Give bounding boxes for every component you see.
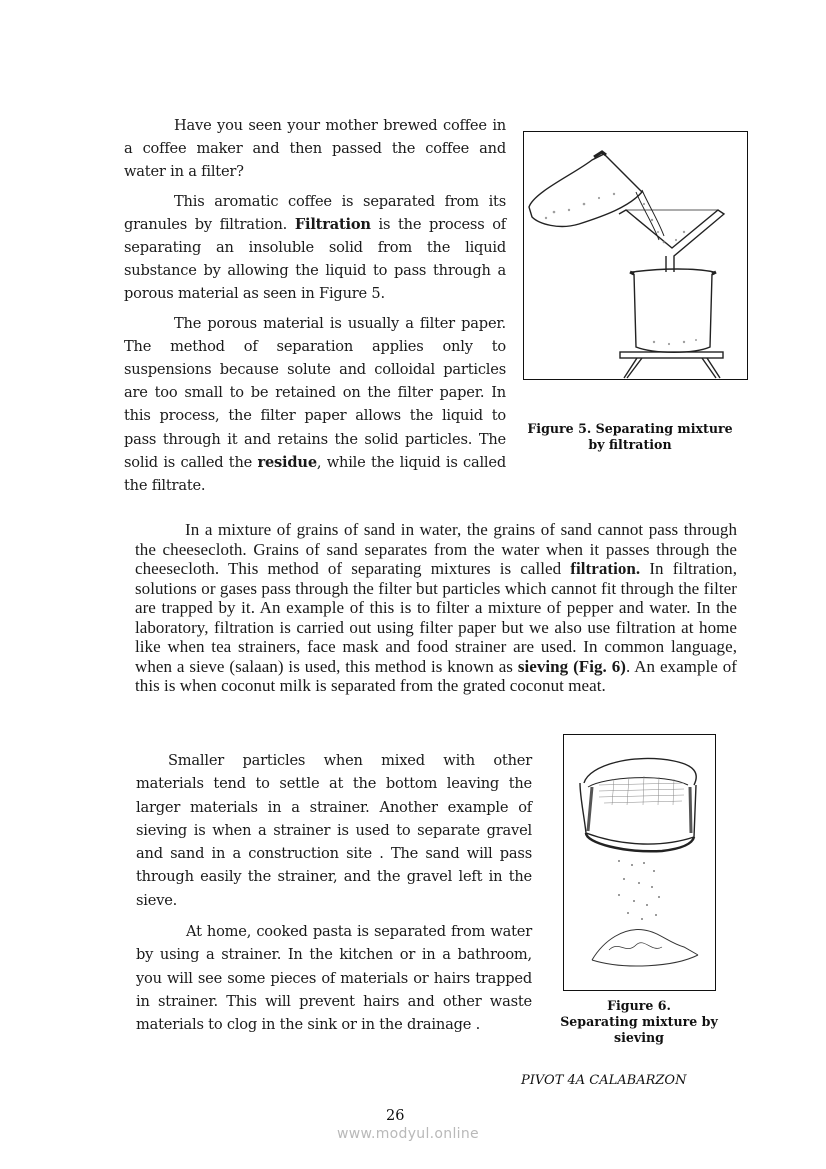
paragraph-filtration-definition [124,190,506,306]
figure-5-filtration-illustration [523,131,748,380]
caption-line: Separating mixture by [560,1014,718,1029]
term-residue: residue [257,453,317,471]
sieve-icon [564,735,715,990]
watermark-link: www.modyul.online [337,1126,479,1142]
filtration-apparatus-icon [524,132,747,379]
paragraph-text: The porous material is usually a filter paper. The method of separation applies only to suspensions because solute and colloidal particles are too small to be retained on the filter paper. In this process, the filter paper allows the liquid to pass through it and retains the solid particles. The solid is called the [124,314,506,471]
term-sieving: sieving (Fig. 6) [517,656,626,676]
paragraph-text: In a mixture of grains of sand in water, the grains of sand cannot pass through the cheesecloth. Grains of sand separates from the water when it passes through the cheesecloth. This method of separating mixtures is called [135,520,737,578]
caption-line: sieving [614,1030,664,1045]
caption-line: by filtration [588,437,672,452]
term-filtration: filtration. [570,559,641,578]
caption-line: Figure 5. Separating mixture [527,421,733,436]
figure-6-sieving-illustration [563,734,716,991]
paragraph-smaller-particles: Smaller particles when mixed with other materials tend to settle at the bottom leaving the larger materials in a strainer. Another example of sieving is when a strainer is used to separate gravel and sand in a construction site . The sand will pass through easily the strainer, and the gravel left in the sieve. [136,752,532,909]
filtration-sieving-paragraph [135,520,737,696]
paragraph-residue-filtrate [124,312,506,498]
paragraph-text: Have you seen your mother brewed coffee in a coffee maker and then passed the coffee and water in a filter? [124,117,506,181]
paragraph-text: In filtration, solutions or gases pass through the filter but particles which cannot fit through the filter are trapped by it. An example of this is to filter a mixture of pepper and water. In the laboratory, filtration is carried out using filter paper but we also use filtration at home like when tea strainers, face mask and food strainer are used. In common language, when a sieve (salaan) is used, this method is known as [135,559,738,676]
page-number: 26 [386,1108,405,1124]
sieving-examples-text [136,749,532,1045]
paragraph-text: , while the liquid is called the filtrate. [124,453,506,495]
term-filtration: Filtration [294,215,371,233]
footer-brand: PIVOT 4A CALABARZON [521,1073,687,1088]
paragraph-coffee-question [124,114,506,184]
caption-line: Figure 6. [607,998,671,1013]
paragraph-text: . An example of this is when coconut milk is separated from the grated coconut meat. [135,656,737,695]
paragraph-text: This aromatic coffee is separated from its granules by filtration. [124,192,506,233]
figure-5-caption [510,421,750,453]
paragraph-text: is the process of separating an insoluble solid from the liquid substance by allowing the liquid to pass through a porous material as seen in Figure 5. [124,215,507,303]
figure-6-caption [536,998,742,1046]
filtration-intro-text [124,114,506,503]
paragraph-pasta-strainer: At home, cooked pasta is separated from water by using a strainer. In the kitchen or in a bathroom, you will see some pieces of materials or hairs trapped in strainer. This will prevent hairs and other waste materials to clog in the sink or in the drainage . [136,923,532,1034]
paragraph-sand-water [135,520,737,696]
